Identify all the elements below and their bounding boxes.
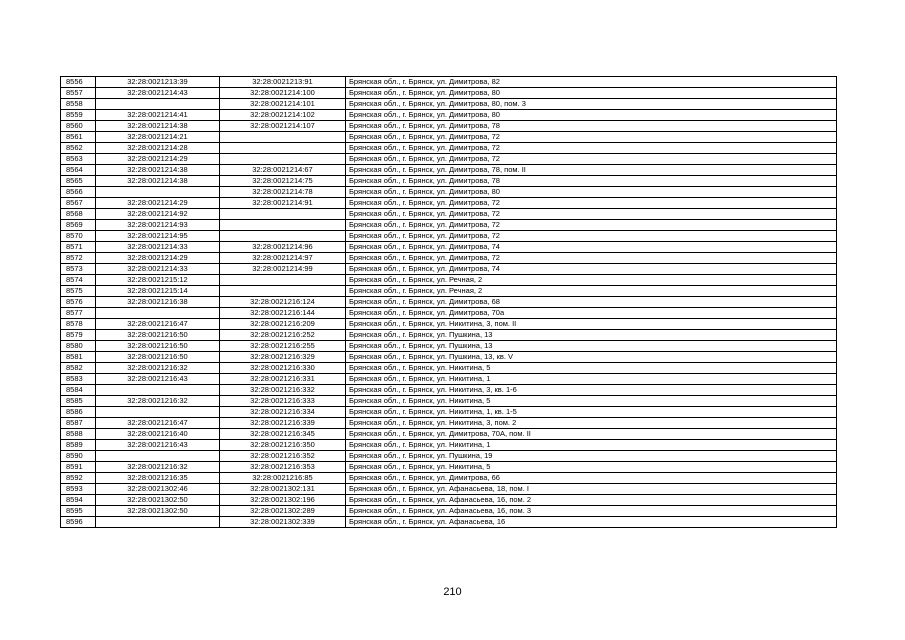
table-row xyxy=(61,451,837,462)
object-cadastral-number-cell: 32:28:0021216:331 xyxy=(220,374,346,385)
parcel-cadastral-number-cell: 32:28:0021216:32 xyxy=(96,396,220,407)
object-cadastral-number-cell: 32:28:0021214:100 xyxy=(220,88,346,99)
object-cadastral-number-cell: 32:28:0021216:332 xyxy=(220,385,346,396)
object-cadastral-number-cell: 32:28:0021216:329 xyxy=(220,352,346,363)
object-cadastral-number-cell: 32:28:0021214:67 xyxy=(220,165,346,176)
parcel-cadastral-number-cell: 32:28:0021216:32 xyxy=(96,363,220,374)
address-cell: Брянская обл., г. Брянск, ул. Димитрова, 70А, пом. II xyxy=(346,429,837,440)
row-number-cell: 8563 xyxy=(61,154,96,165)
object-cadastral-number-cell: 32:28:0021216:252 xyxy=(220,330,346,341)
address-cell: Брянская обл., г. Брянск, ул. Пушкина, 13 xyxy=(346,330,837,341)
parcel-cadastral-number-cell: 32:28:0021214:95 xyxy=(96,231,220,242)
address-cell: Брянская обл., г. Брянск, ул. Афанасьева, 16, пом. 3 xyxy=(346,506,837,517)
object-cadastral-number-cell xyxy=(220,143,346,154)
object-cadastral-number-cell: 32:28:0021214:78 xyxy=(220,187,346,198)
table-row xyxy=(61,506,837,517)
table-row xyxy=(61,209,837,220)
table-row xyxy=(61,121,837,132)
table-row xyxy=(61,220,837,231)
parcel-cadastral-number-cell: 32:28:0021302:50 xyxy=(96,506,220,517)
object-cadastral-number-cell: 32:28:0021214:75 xyxy=(220,176,346,187)
address-cell: Брянская обл., г. Брянск, ул. Димитрова, 66 xyxy=(346,473,837,484)
table-row xyxy=(61,484,837,495)
table-row xyxy=(61,110,837,121)
parcel-cadastral-number-cell: 32:28:0021214:93 xyxy=(96,220,220,231)
row-number-cell: 8595 xyxy=(61,506,96,517)
address-cell: Брянская обл., г. Брянск, ул. Афанасьева, 16, пом. 2 xyxy=(346,495,837,506)
parcel-cadastral-number-cell xyxy=(96,517,220,528)
object-cadastral-number-cell: 32:28:0021216:255 xyxy=(220,341,346,352)
object-cadastral-number-cell: 32:28:0021302:339 xyxy=(220,517,346,528)
address-cell: Брянская обл., г. Брянск, ул. Речная, 2 xyxy=(346,275,837,286)
address-cell: Брянская обл., г. Брянск, ул. Димитрова, 72 xyxy=(346,209,837,220)
address-cell: Брянская обл., г. Брянск, ул. Димитрова, 72 xyxy=(346,154,837,165)
object-cadastral-number-cell: 32:28:0021302:131 xyxy=(220,484,346,495)
table-row xyxy=(61,385,837,396)
table-row xyxy=(61,176,837,187)
address-cell: Брянская обл., г. Брянск, ул. Димитрова, 70а xyxy=(346,308,837,319)
address-cell: Брянская обл., г. Брянск, ул. Пушкина, 19 xyxy=(346,451,837,462)
object-cadastral-number-cell: 32:28:0021214:97 xyxy=(220,253,346,264)
table-row xyxy=(61,242,837,253)
table-row xyxy=(61,363,837,374)
table-row xyxy=(61,495,837,506)
table-body xyxy=(61,77,837,528)
page-number: 210 xyxy=(443,586,462,598)
table-row xyxy=(61,319,837,330)
object-cadastral-number-cell: 32:28:0021216:209 xyxy=(220,319,346,330)
parcel-cadastral-number-cell: 32:28:0021216:43 xyxy=(96,440,220,451)
address-cell: Брянская обл., г. Брянск, ул. Димитрова, 80 xyxy=(346,88,837,99)
parcel-cadastral-number-cell: 32:28:0021214:92 xyxy=(96,209,220,220)
address-cell: Брянская обл., г. Брянск, ул. Димитрова, 72 xyxy=(346,143,837,154)
table-row xyxy=(61,330,837,341)
row-number-cell: 8586 xyxy=(61,407,96,418)
table-row xyxy=(61,231,837,242)
row-number-cell: 8573 xyxy=(61,264,96,275)
parcel-cadastral-number-cell: 32:28:0021214:38 xyxy=(96,121,220,132)
object-cadastral-number-cell xyxy=(220,209,346,220)
table-row xyxy=(61,462,837,473)
parcel-cadastral-number-cell: 32:28:0021214:41 xyxy=(96,110,220,121)
row-number-cell: 8581 xyxy=(61,352,96,363)
address-cell: Брянская обл., г. Брянск, ул. Афанасьева, 18, пом. I xyxy=(346,484,837,495)
table-row xyxy=(61,154,837,165)
parcel-cadastral-number-cell: 32:28:0021216:40 xyxy=(96,429,220,440)
parcel-cadastral-number-cell: 32:28:0021216:35 xyxy=(96,473,220,484)
registry-table xyxy=(60,76,837,528)
table-row xyxy=(61,407,837,418)
table-row xyxy=(61,374,837,385)
object-cadastral-number-cell: 32:28:0021214:99 xyxy=(220,264,346,275)
row-number-cell: 8590 xyxy=(61,451,96,462)
parcel-cadastral-number-cell xyxy=(96,385,220,396)
table-row xyxy=(61,264,837,275)
address-cell: Брянская обл., г. Брянск, ул. Димитрова, 68 xyxy=(346,297,837,308)
address-cell: Брянская обл., г. Брянск, ул. Димитрова, 80 xyxy=(346,187,837,198)
row-number-cell: 8566 xyxy=(61,187,96,198)
row-number-cell: 8559 xyxy=(61,110,96,121)
address-cell: Брянская обл., г. Брянск, ул. Димитрова, 72 xyxy=(346,220,837,231)
parcel-cadastral-number-cell xyxy=(96,308,220,319)
row-number-cell: 8568 xyxy=(61,209,96,220)
object-cadastral-number-cell: 32:28:0021216:339 xyxy=(220,418,346,429)
row-number-cell: 8562 xyxy=(61,143,96,154)
parcel-cadastral-number-cell: 32:28:0021216:47 xyxy=(96,319,220,330)
row-number-cell: 8592 xyxy=(61,473,96,484)
object-cadastral-number-cell xyxy=(220,275,346,286)
object-cadastral-number-cell: 32:28:0021216:124 xyxy=(220,297,346,308)
address-cell: Брянская обл., г. Брянск, ул. Димитрова, 74 xyxy=(346,242,837,253)
address-cell: Брянская обл., г. Брянск, ул. Никитина, 5 xyxy=(346,396,837,407)
row-number-cell: 8596 xyxy=(61,517,96,528)
parcel-cadastral-number-cell: 32:28:0021215:14 xyxy=(96,286,220,297)
object-cadastral-number-cell: 32:28:0021214:102 xyxy=(220,110,346,121)
table-row xyxy=(61,396,837,407)
address-cell: Брянская обл., г. Брянск, ул. Никитина, 1, кв. 1-5 xyxy=(346,407,837,418)
parcel-cadastral-number-cell: 32:28:0021213:39 xyxy=(96,77,220,88)
table-row xyxy=(61,473,837,484)
object-cadastral-number-cell: 32:28:0021216:345 xyxy=(220,429,346,440)
row-number-cell: 8569 xyxy=(61,220,96,231)
object-cadastral-number-cell: 32:28:0021302:289 xyxy=(220,506,346,517)
address-cell: Брянская обл., г. Брянск, ул. Никитина, 5 xyxy=(346,363,837,374)
row-number-cell: 8577 xyxy=(61,308,96,319)
object-cadastral-number-cell: 32:28:0021216:350 xyxy=(220,440,346,451)
object-cadastral-number-cell: 32:28:0021216:330 xyxy=(220,363,346,374)
parcel-cadastral-number-cell: 32:28:0021214:29 xyxy=(96,154,220,165)
address-cell: Брянская обл., г. Брянск, ул. Никитина, 5 xyxy=(346,462,837,473)
table-row xyxy=(61,198,837,209)
row-number-cell: 8591 xyxy=(61,462,96,473)
table-row xyxy=(61,352,837,363)
table-row xyxy=(61,341,837,352)
parcel-cadastral-number-cell: 32:28:0021214:21 xyxy=(96,132,220,143)
parcel-cadastral-number-cell: 32:28:0021214:33 xyxy=(96,264,220,275)
parcel-cadastral-number-cell xyxy=(96,187,220,198)
row-number-cell: 8558 xyxy=(61,99,96,110)
row-number-cell: 8571 xyxy=(61,242,96,253)
table-row xyxy=(61,187,837,198)
parcel-cadastral-number-cell: 32:28:0021216:47 xyxy=(96,418,220,429)
table-row xyxy=(61,275,837,286)
table-row xyxy=(61,418,837,429)
table-row xyxy=(61,143,837,154)
row-number-cell: 8564 xyxy=(61,165,96,176)
object-cadastral-number-cell: 32:28:0021302:196 xyxy=(220,495,346,506)
object-cadastral-number-cell: 32:28:0021214:101 xyxy=(220,99,346,110)
table-row xyxy=(61,440,837,451)
address-cell: Брянская обл., г. Брянск, ул. Никитина, 3, пом. II xyxy=(346,319,837,330)
parcel-cadastral-number-cell: 32:28:0021216:32 xyxy=(96,462,220,473)
row-number-cell: 8583 xyxy=(61,374,96,385)
table-row xyxy=(61,165,837,176)
row-number-cell: 8582 xyxy=(61,363,96,374)
address-cell: Брянская обл., г. Брянск, ул. Речная, 2 xyxy=(346,286,837,297)
address-cell: Брянская обл., г. Брянск, ул. Пушкина, 13, кв. V xyxy=(346,352,837,363)
table-row xyxy=(61,429,837,440)
object-cadastral-number-cell: 32:28:0021216:144 xyxy=(220,308,346,319)
address-cell: Брянская обл., г. Брянск, ул. Никитина, 3, кв. 1-6 xyxy=(346,385,837,396)
parcel-cadastral-number-cell xyxy=(96,407,220,418)
row-number-cell: 8567 xyxy=(61,198,96,209)
row-number-cell: 8578 xyxy=(61,319,96,330)
table-row xyxy=(61,517,837,528)
row-number-cell: 8572 xyxy=(61,253,96,264)
row-number-cell: 8570 xyxy=(61,231,96,242)
address-cell: Брянская обл., г. Брянск, ул. Димитрова, 80, пом. 3 xyxy=(346,99,837,110)
row-number-cell: 8588 xyxy=(61,429,96,440)
parcel-cadastral-number-cell: 32:28:0021216:43 xyxy=(96,374,220,385)
row-number-cell: 8561 xyxy=(61,132,96,143)
table-row xyxy=(61,308,837,319)
object-cadastral-number-cell: 32:28:0021216:353 xyxy=(220,462,346,473)
parcel-cadastral-number-cell: 32:28:0021215:12 xyxy=(96,275,220,286)
address-cell: Брянская обл., г. Брянск, ул. Димитрова, 72 xyxy=(346,132,837,143)
parcel-cadastral-number-cell: 32:28:0021214:33 xyxy=(96,242,220,253)
row-number-cell: 8594 xyxy=(61,495,96,506)
row-number-cell: 8575 xyxy=(61,286,96,297)
object-cadastral-number-cell xyxy=(220,220,346,231)
parcel-cadastral-number-cell xyxy=(96,99,220,110)
row-number-cell: 8560 xyxy=(61,121,96,132)
table-row xyxy=(61,132,837,143)
row-number-cell: 8557 xyxy=(61,88,96,99)
parcel-cadastral-number-cell: 32:28:0021214:38 xyxy=(96,165,220,176)
address-cell: Брянская обл., г. Брянск, ул. Никитина, 1 xyxy=(346,374,837,385)
row-number-cell: 8574 xyxy=(61,275,96,286)
object-cadastral-number-cell: 32:28:0021214:91 xyxy=(220,198,346,209)
parcel-cadastral-number-cell: 32:28:0021214:43 xyxy=(96,88,220,99)
row-number-cell: 8584 xyxy=(61,385,96,396)
object-cadastral-number-cell xyxy=(220,231,346,242)
parcel-cadastral-number-cell: 32:28:0021214:29 xyxy=(96,198,220,209)
row-number-cell: 8556 xyxy=(61,77,96,88)
parcel-cadastral-number-cell: 32:28:0021216:50 xyxy=(96,352,220,363)
object-cadastral-number-cell xyxy=(220,132,346,143)
row-number-cell: 8585 xyxy=(61,396,96,407)
row-number-cell: 8580 xyxy=(61,341,96,352)
object-cadastral-number-cell: 32:28:0021213:91 xyxy=(220,77,346,88)
object-cadastral-number-cell: 32:28:0021216:352 xyxy=(220,451,346,462)
object-cadastral-number-cell: 32:28:0021216:85 xyxy=(220,473,346,484)
parcel-cadastral-number-cell: 32:28:0021214:28 xyxy=(96,143,220,154)
object-cadastral-number-cell: 32:28:0021216:334 xyxy=(220,407,346,418)
address-cell: Брянская обл., г. Брянск, ул. Афанасьева, 16 xyxy=(346,517,837,528)
parcel-cadastral-number-cell: 32:28:0021302:50 xyxy=(96,495,220,506)
address-cell: Брянская обл., г. Брянск, ул. Димитрова, 72 xyxy=(346,231,837,242)
row-number-cell: 8579 xyxy=(61,330,96,341)
table-row xyxy=(61,286,837,297)
parcel-cadastral-number-cell: 32:28:0021216:50 xyxy=(96,330,220,341)
address-cell: Брянская обл., г. Брянск, ул. Димитрова, 74 xyxy=(346,264,837,275)
row-number-cell: 8576 xyxy=(61,297,96,308)
address-cell: Брянская обл., г. Брянск, ул. Димитрова, 82 xyxy=(346,77,837,88)
address-cell: Брянская обл., г. Брянск, ул. Пушкина, 13 xyxy=(346,341,837,352)
address-cell: Брянская обл., г. Брянск, ул. Димитрова, 78 xyxy=(346,121,837,132)
row-number-cell: 8593 xyxy=(61,484,96,495)
table-row xyxy=(61,77,837,88)
parcel-cadastral-number-cell: 32:28:0021216:50 xyxy=(96,341,220,352)
address-cell: Брянская обл., г. Брянск, ул. Никитина, 3, пом. 2 xyxy=(346,418,837,429)
address-cell: Брянская обл., г. Брянск, ул. Димитрова, 80 xyxy=(346,110,837,121)
object-cadastral-number-cell: 32:28:0021214:96 xyxy=(220,242,346,253)
table-row xyxy=(61,99,837,110)
table-row xyxy=(61,88,837,99)
table-row xyxy=(61,297,837,308)
row-number-cell: 8589 xyxy=(61,440,96,451)
table-row xyxy=(61,253,837,264)
parcel-cadastral-number-cell xyxy=(96,451,220,462)
address-cell: Брянская обл., г. Брянск, ул. Димитрова, 78 xyxy=(346,176,837,187)
address-cell: Брянская обл., г. Брянск, ул. Димитрова, 78, пом. II xyxy=(346,165,837,176)
parcel-cadastral-number-cell: 32:28:0021216:38 xyxy=(96,297,220,308)
address-cell: Брянская обл., г. Брянск, ул. Димитрова, 72 xyxy=(346,198,837,209)
object-cadastral-number-cell: 32:28:0021216:333 xyxy=(220,396,346,407)
object-cadastral-number-cell: 32:28:0021214:107 xyxy=(220,121,346,132)
row-number-cell: 8565 xyxy=(61,176,96,187)
parcel-cadastral-number-cell: 32:28:0021214:29 xyxy=(96,253,220,264)
address-cell: Брянская обл., г. Брянск, ул. Никитина, 1 xyxy=(346,440,837,451)
row-number-cell: 8587 xyxy=(61,418,96,429)
address-cell: Брянская обл., г. Брянск, ул. Димитрова, 72 xyxy=(346,253,837,264)
object-cadastral-number-cell xyxy=(220,154,346,165)
object-cadastral-number-cell xyxy=(220,286,346,297)
parcel-cadastral-number-cell: 32:28:0021214:38 xyxy=(96,176,220,187)
parcel-cadastral-number-cell: 32:28:0021302:46 xyxy=(96,484,220,495)
